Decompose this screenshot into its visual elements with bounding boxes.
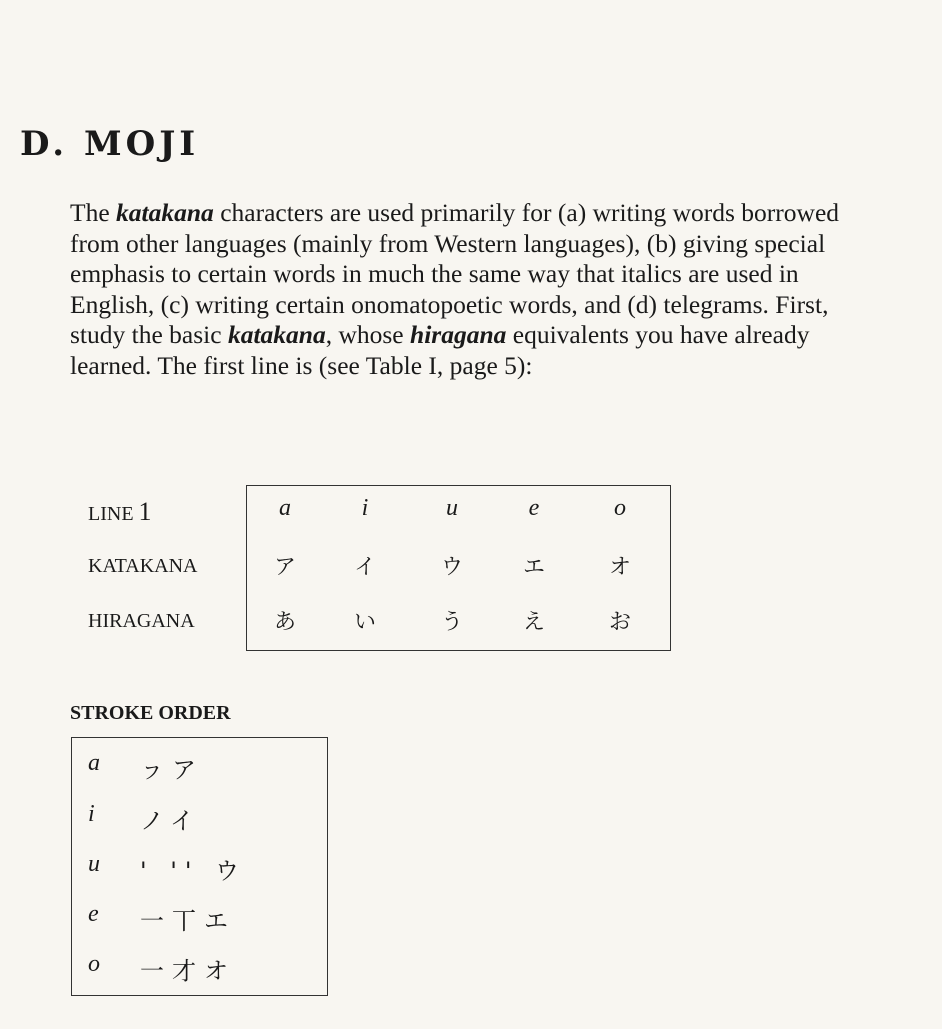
hiragana-label: HIRAGANA (88, 610, 195, 632)
term-katakana: katakana (227, 320, 326, 350)
stroke-romaji: a (88, 750, 100, 776)
term-hiragana: hiragana (410, 320, 507, 350)
intro-paragraph (70, 198, 870, 382)
stroke-row (72, 801, 327, 841)
hiragana-cell: お (608, 610, 631, 635)
paragraph-text: The (70, 198, 117, 227)
katakana-label: KATAKANA (88, 555, 198, 577)
kana-table (246, 485, 671, 651)
stroke-steps: ㇷア (140, 756, 204, 784)
hiragana-cell: え (522, 610, 545, 635)
stroke-steps: 一丅エ (140, 907, 236, 935)
katakana-cell: ウ (440, 555, 463, 580)
stroke-steps: ノイ (140, 807, 202, 835)
katakana-cell: イ (353, 555, 376, 580)
stroke-romaji: o (88, 951, 100, 977)
romaji-cell: u (446, 495, 458, 521)
stroke-steps: ' '' ウ (140, 857, 248, 885)
stroke-order-table (71, 737, 328, 996)
stroke-romaji: e (88, 901, 99, 927)
hiragana-cell: あ (273, 610, 296, 635)
hiragana-cell: う (440, 610, 463, 635)
stroke-romaji: i (88, 801, 95, 827)
section-heading: D. MOJI (20, 124, 200, 164)
katakana-cell: エ (522, 555, 545, 580)
katakana-cell: ア (273, 555, 296, 580)
romaji-cell: a (279, 495, 291, 521)
romaji-cell: i (361, 495, 369, 521)
paragraph-text: characters are used primarily for (a) writing words borrowed from other languages (mainly from Western languages), (b) giving special emphasis to certain words in much the same way that italics are used in English, (c) writing certain onomatopoetic words, and (d) telegrams. First, study the basic (70, 198, 840, 350)
hiragana-cell: い (353, 610, 376, 635)
stroke-romaji: u (88, 851, 100, 877)
katakana-cell: オ (608, 555, 631, 580)
romaji-cell: o (614, 495, 626, 521)
term-katakana: katakana (116, 198, 214, 227)
paragraph-text: , whose (325, 320, 411, 350)
stroke-row (72, 851, 327, 891)
stroke-row (72, 951, 327, 991)
stroke-order-heading: STROKE ORDER (70, 702, 231, 724)
paragraph-text: equivalents you have already learned. The first line is (see Table I, page 5): (70, 320, 810, 380)
stroke-row (72, 901, 327, 941)
stroke-steps: 一才オ (140, 957, 236, 985)
line-label: LINE 1 (88, 497, 152, 526)
romaji-cell: e (528, 495, 540, 521)
stroke-row (72, 750, 327, 790)
